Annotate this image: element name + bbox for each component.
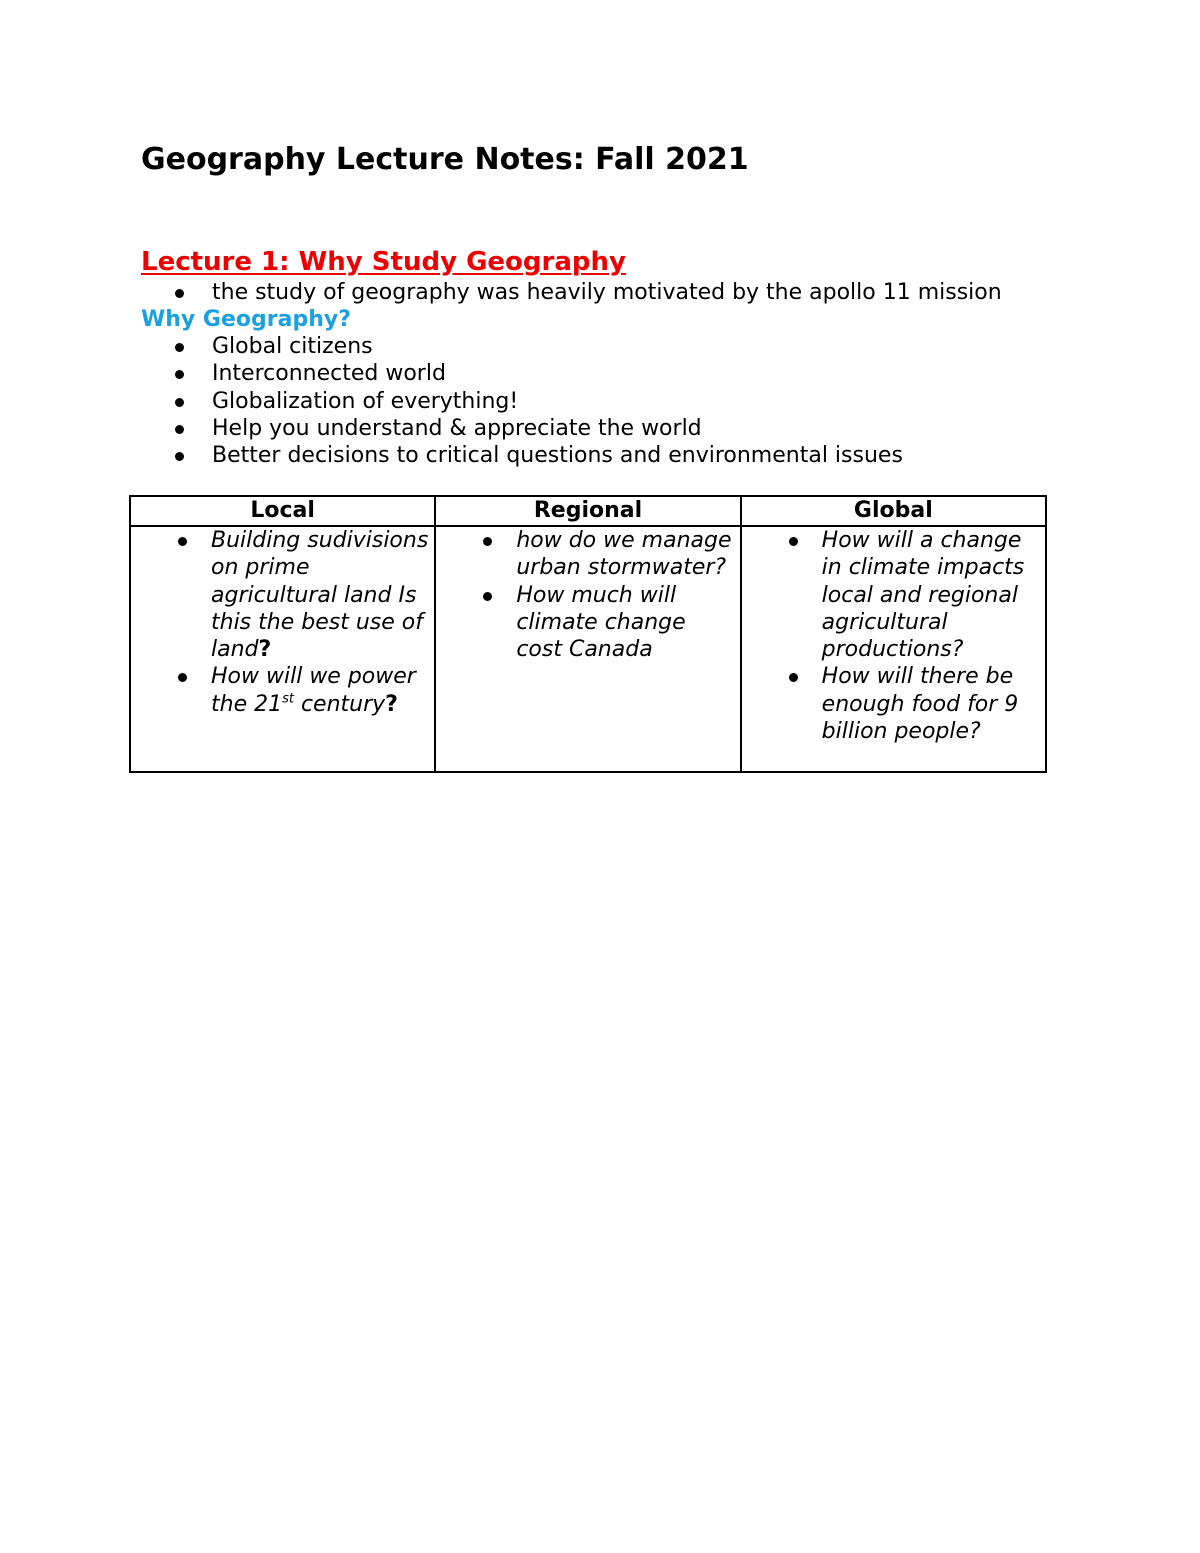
list-item [131,527,434,663]
bullet-icon [178,673,187,682]
ordinal-suffix: st [282,691,294,707]
column-header-regional: Regional [435,496,740,526]
table-row [130,526,1046,772]
reasons-bullet-list [141,333,903,469]
bullet-icon [175,452,184,461]
global-cell [741,526,1046,772]
global-question-list [742,527,1045,745]
list-item [141,333,903,360]
list-item [436,582,739,664]
list-item-text: How much will climate change cost Canada [516,582,686,663]
table-header-row [130,496,1046,526]
list-item-text: Globalization of everything! [212,388,519,414]
column-header-local: Local [130,496,435,526]
why-geography-subheading: Why Geography? [141,307,351,332]
question-mark: ? [258,637,272,663]
list-item [141,279,1002,306]
lecture-heading: Lecture 1: Why Study Geography [141,247,626,277]
bullet-icon [175,289,184,298]
list-item [742,663,1045,745]
list-item-text: How will there be enough food for 9 billion people? [821,664,1019,745]
bullet-icon [483,537,492,546]
regional-question-list [436,527,739,663]
list-item [141,415,903,442]
list-item [141,442,903,469]
list-item-text: How will we power the 21 [211,664,416,717]
bullet-icon [789,537,798,546]
list-item [131,663,434,718]
list-item-text: Better decisions to critical questions and environmental issues [212,443,903,469]
scale-comparison-table [129,495,1047,773]
list-item [436,527,739,582]
regional-cell [435,526,740,772]
bullet-icon [175,343,184,352]
column-header-global: Global [741,496,1046,526]
list-item-text: Global citizens [212,334,373,359]
bullet-icon [483,592,492,601]
list-item [742,527,1045,663]
bullet-icon [175,398,184,407]
list-item-text: Interconnected world [212,361,446,387]
bullet-icon [175,425,184,434]
list-item-text: century [293,691,386,717]
list-item-text: Building sudivisions on prime agricultural land Is this the best use of land [211,528,429,663]
local-cell [130,526,435,772]
page-title: Geography Lecture Notes: Fall 2021 [141,142,749,177]
bullet-icon [175,370,184,379]
local-question-list [131,527,434,718]
bullet-icon [178,537,187,546]
list-item-text: how do we manage urban stormwater? [516,528,732,581]
list-item-text: Help you understand & appreciate the world [212,415,702,441]
list-item-text: the study of geography was heavily motivated by the apollo 11 mission [212,280,1002,305]
question-mark: ? [385,691,398,717]
list-item-text: How will a change in climate impacts local and regional agricultural productions? [821,528,1025,663]
intro-bullet-list [141,279,1002,306]
bullet-icon [789,673,798,682]
list-item [141,388,903,415]
list-item [141,360,903,387]
